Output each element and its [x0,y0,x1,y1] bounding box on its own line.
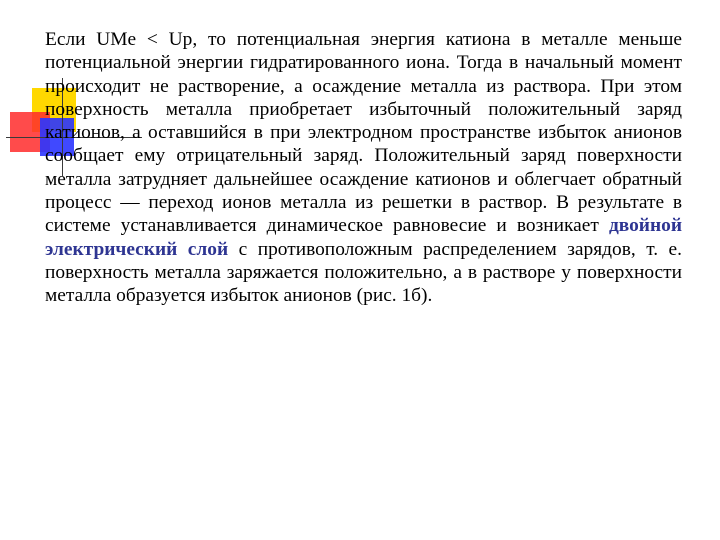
term-double-electric-layer: двойной электрический слой [45,215,682,260]
paragraph-text-after: с противоположным распределением зарядов, т. е. поверхность металла заряжается положительно, а в растворе у поверхности металла образуется избыток анионов (рис. 1б). [45,238,683,307]
paragraph-text-before: Если UMe < Up, то потенциальная энергия катиона в металле меньше потенциальной энергии гидратированного иона. Тогда в начальный момент происходит не растворение, а осаждение металла из раствора. При этом поверхность металла приобретает избыточный положительный заряд катионов, а оставшийся в при электродном пространстве избыток анионов сообщает ему отрицательный заряд. Положительный заряд поверхности металла затрудняет дальнейшее осаждение катионов и облегчает обратный процесс — переход ионов металла из решетки в раствор. В результате в системе устанавливается динамическое равновесие и возникает [45,29,682,237]
body-paragraph [45,28,682,308]
